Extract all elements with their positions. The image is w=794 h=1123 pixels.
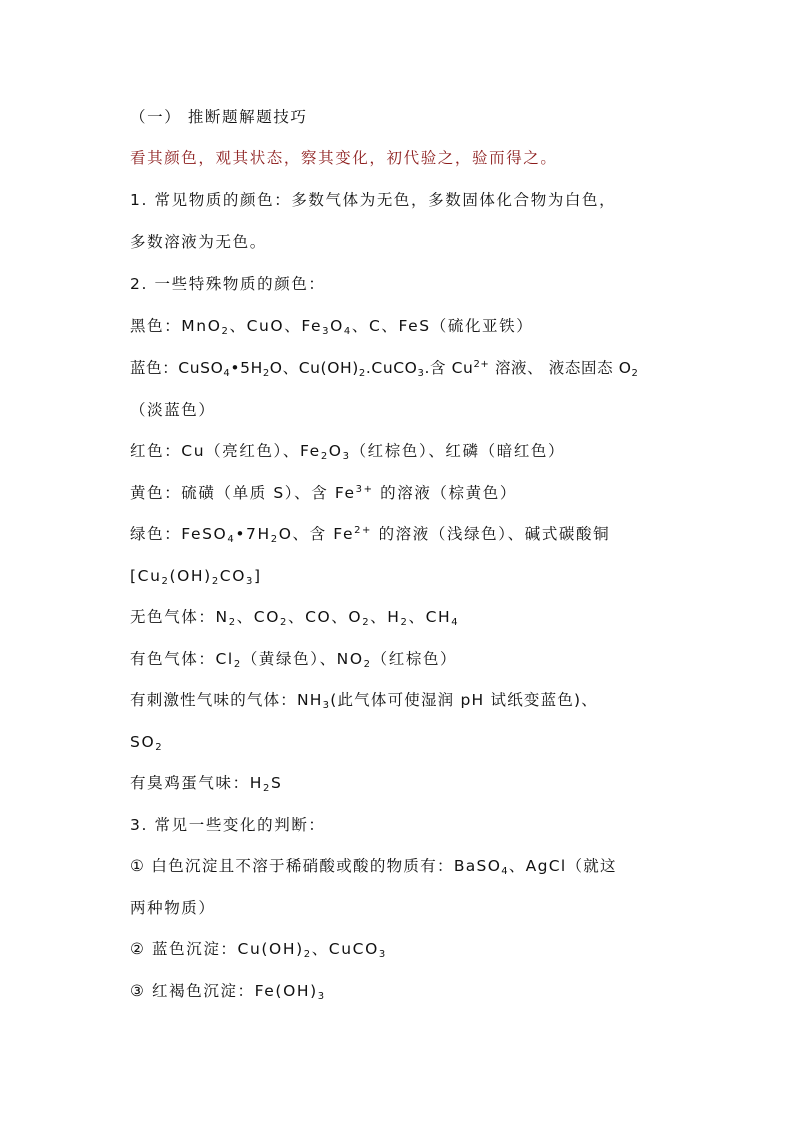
colored-gas-line: 有色气体：$Cl_2$（黄绿色）、$NO_2$（红棕色） (130, 650, 458, 670)
green-line: 绿色：$FeSO_4•7H_2O$、含 $Fe^{2+}$ 的溶液（浅绿色）、碱式碳酸铜 (130, 525, 611, 545)
s3-title: 3. 常见一些变化的判断： (130, 816, 326, 834)
pungent-line: 有刺激性气味的气体：$NH_3$(此气体可使湿润 pH 试纸变蓝色)、 (130, 691, 598, 711)
blue-line-cont: （淡蓝色） (130, 401, 216, 419)
pungent-line-cont: $SO_2$ (130, 733, 164, 753)
s1-line2: 多数溶液为无色。 (130, 233, 267, 251)
item3-line: ③ 红褐色沉淀：$Fe(OH)_3$ (130, 982, 326, 1002)
item1-line: ① 白色沉淀且不溶于稀硝酸或酸的物质有：BaSO$_4$、AgCl（就这 (130, 857, 617, 877)
rotten-egg-line: 有臭鸡蛋气味：$H_2S$ (130, 774, 283, 794)
yellow-line: 黄色：硫磺（单质 S）、含 $Fe^{3+}$ 的溶液（棕黄色） (130, 484, 517, 502)
blue-line: 蓝色：$CuSO_4•5H_2O$、$Cu(OH)_2.CuCO_3$.含 $Cu^{2+}$ 溶液、 液态固态 $O_2$ (130, 359, 639, 379)
section-heading: （一） 推断题解题技巧 (130, 108, 308, 126)
item2-line: ② 蓝色沉淀：$Cu(OH)_2$、CuCO$_3$ (130, 940, 387, 960)
green-line-cont: $[Cu_2(OH)_2CO_3]$ (130, 567, 262, 587)
red-line: 红色：Cu（亮红色）、$Fe_2O_3$（红棕色）、红磷（暗红色） (130, 442, 566, 462)
motto: 看其颜色，观其状态，察其变化，初代验之，验而得之。 (130, 149, 558, 167)
colorless-gas-line: 无色气体：$N_2$、$CO_2$、CO、$O_2$、$H_2$、$CH_4$ (130, 608, 460, 628)
black-line: 黑色：MnO$_2$、CuO、$Fe_3O_4$、C、FeS（硫化亚铁） (130, 317, 534, 337)
s2-title: 2. 一些特殊物质的颜色： (130, 275, 326, 293)
s1-line1: 1. 常见物质的颜色：多数气体为无色，多数固体化合物为白色， (130, 191, 617, 209)
item1-line-cont: 两种物质） (130, 899, 216, 917)
